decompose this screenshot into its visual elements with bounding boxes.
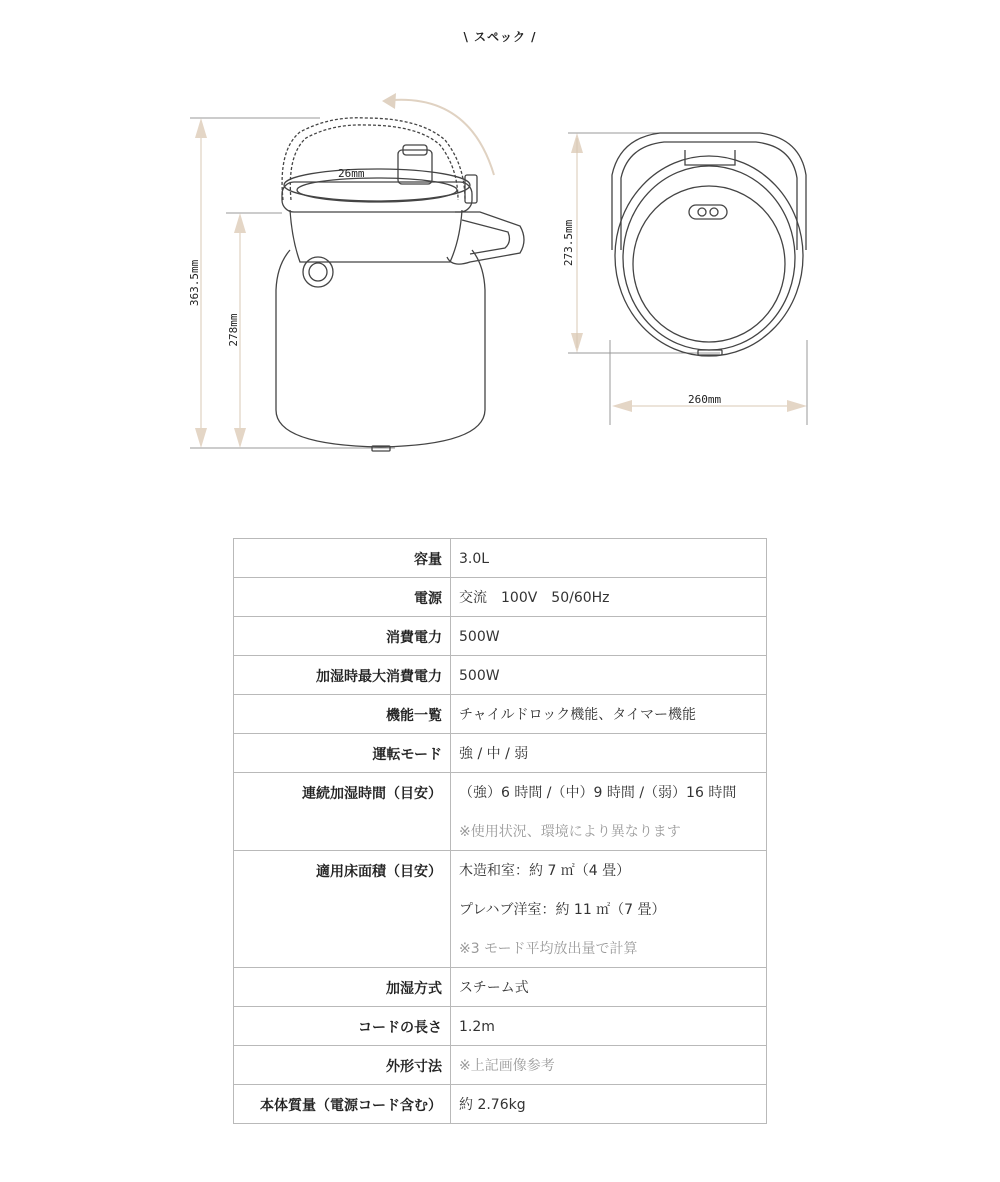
table-row — [234, 1085, 767, 1124]
table-row — [234, 539, 767, 578]
row-label: 機能一覧 — [234, 695, 451, 734]
row-label: 容量 — [234, 539, 451, 578]
row-value: 強 / 中 / 弱 — [451, 734, 767, 773]
row-note: ※3 モード平均放出量で計算 — [459, 941, 638, 957]
table-row — [234, 617, 767, 656]
row-value: 3.0L — [451, 539, 767, 578]
top-view-dimensions — [568, 133, 807, 425]
row-note: ※上記画像参考 — [459, 1058, 555, 1074]
row-value: チャイルドロック機能、タイマー機能 — [451, 695, 767, 734]
table-row — [234, 1007, 767, 1046]
row-value: 1.2m — [451, 1007, 767, 1046]
row-value: 木造和室：約 7 ㎡（4 畳） プレハブ洋室：約 11 ㎡（7 畳） ※3 モード平均放出量で計算 — [451, 851, 767, 968]
row-label: 運転モード — [234, 734, 451, 773]
table-row — [234, 1046, 767, 1085]
row-label: 電源 — [234, 578, 451, 617]
depth-label: 273.5mm — [562, 219, 575, 267]
table-row — [234, 734, 767, 773]
row-value: スチーム式 — [451, 968, 767, 1007]
row-note: ※使用状況、環境により異なります — [459, 824, 681, 840]
table-row — [234, 695, 767, 734]
row-value: 約 2.76kg — [451, 1085, 767, 1124]
product-dimension-diagram — [0, 0, 1000, 480]
row-value: 交流 100V 50/60Hz — [451, 578, 767, 617]
row-label: 外形寸法 — [234, 1046, 451, 1085]
row-label: 加湿方式 — [234, 968, 451, 1007]
row-value: （強）6 時間 /（中）9 時間 /（弱）16 時間 ※使用状況、環境により異なります — [451, 773, 767, 851]
row-value: 500W — [451, 656, 767, 695]
table-row — [234, 773, 767, 851]
table-row — [234, 968, 767, 1007]
row-label: 消費電力 — [234, 617, 451, 656]
width-label: 260mm — [688, 393, 722, 406]
total-height-label: 363.5mm — [188, 259, 201, 307]
side-view-humidifier — [276, 118, 524, 451]
section-title: \ スペック / — [463, 30, 537, 44]
table-row — [234, 578, 767, 617]
row-label: コードの長さ — [234, 1007, 451, 1046]
row-value: 500W — [451, 617, 767, 656]
spec-table — [233, 538, 767, 1124]
row-label: 連続加湿時間（目安） — [234, 773, 451, 851]
body-height-label: 278mm — [227, 313, 240, 347]
lid-width-label: 26mm — [338, 167, 365, 180]
table-row — [234, 656, 767, 695]
row-label: 適用床面積（目安） — [234, 851, 451, 968]
row-label: 本体質量（電源コード含む） — [234, 1085, 451, 1124]
row-label: 加湿時最大消費電力 — [234, 656, 451, 695]
row-value — [451, 1046, 767, 1085]
top-view-humidifier — [612, 133, 806, 356]
table-row — [234, 851, 767, 968]
